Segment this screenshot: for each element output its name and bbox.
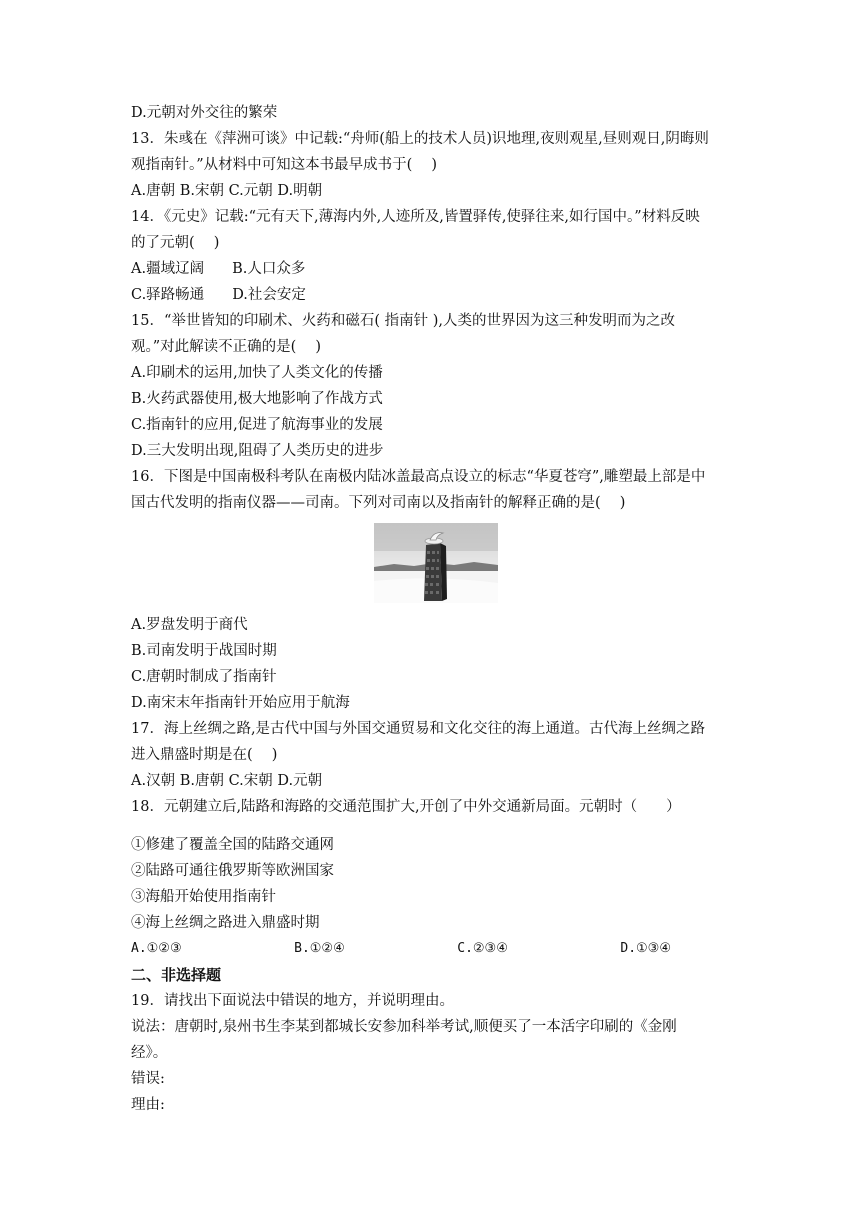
q18-options [131,939,671,959]
q15-option-a: A.印刷术的运用,加快了人类文化的传播 [131,365,383,381]
q19-stem: 19．请找出下面说法中错误的地方，并说明理由。 [131,993,454,1009]
q16-figure [131,523,741,603]
q18-stem: 18．元朝建立后,陆路和海路的交通范围扩大,开创了中外交通新局面。元朝时（ ） [131,799,681,815]
huaxia-cangqiong-photo [374,523,498,603]
q18-item-1: ①修建了覆盖全国的陆路交通网 [131,837,334,853]
q15-stem-line1: 15．“举世皆知的印刷术、火药和磁石( 指南针 ),人类的世界因为这三种发明而为之改 [131,313,676,329]
q15-option-b: B.火药武器使用,极大地影响了作战方式 [131,391,383,407]
q12-option-d: D.元朝对外交往的繁荣 [131,105,278,121]
q19-statement-line2: 经》。 [131,1045,168,1061]
q18-item-2: ②陆路可通往俄罗斯等欧洲国家 [131,863,334,879]
q19-error-label: 错误: [131,1071,165,1087]
q15-option-c: C.指南针的应用,促进了航海事业的发展 [131,417,383,433]
q16-option-d: D.南宋末年指南针开始应用于航海 [131,695,350,711]
section-title-non-choice: 二、非选择题 [131,966,222,984]
q14-option-c: C.驿路畅通 [131,287,205,303]
q14-option-b: B.人口众多 [232,261,306,277]
q18-option-d: D.①③④ [620,941,671,956]
q17-options: A.汉朝 B.唐朝 C.宋朝 D.元朝 [131,773,323,789]
q15-stem-line2: 观。”对此解读不正确的是( ) [131,339,322,355]
q15-option-d: D.三大发明出现,阻碍了人类历史的进步 [131,443,384,459]
q17-stem-line2: 进入鼎盛时期是在( ) [131,747,278,763]
q13-stem-line2: 观指南针。”从材料中可知这本书最早成书于( ) [131,157,438,173]
q16-stem-line2: 国古代发明的指南仪器——司南。下列对司南以及指南针的解释正确的是( ) [131,495,626,511]
q16-stem-line1: 16．下图是中国南极科考队在南极内陆冰盖最高点设立的标志“华夏苍穹”,雕塑最上部是中 [131,469,706,485]
q14-stem-line2: 的了元朝( ) [131,235,220,251]
q18-option-c: C.②③④ [457,941,508,956]
document-content [131,103,741,1121]
q16-option-c: C.唐朝时制成了指南针 [131,669,277,685]
q13-options: A.唐朝 B.宋朝 C.元朝 D.明朝 [131,183,323,199]
q14-options-row2 [131,285,741,305]
q19-statement-line1: 说法：唐朝时,泉州书生李某到都城长安参加科举考试,顺便买了一本活字印刷的《金刚 [131,1019,677,1035]
q18-option-b: B.①②④ [294,941,345,956]
q16-option-a: A.罗盘发明于商代 [131,617,248,633]
q14-option-a: A.疆域辽阔 [131,261,205,277]
q18-option-a: A.①②③ [131,941,182,956]
q17-stem-line1: 17．海上丝绸之路,是古代中国与外国交通贸易和文化交往的海上通道。古代海上丝绸之路 [131,721,706,737]
q18-item-4: ④海上丝绸之路进入鼎盛时期 [131,915,320,931]
sculpture-illustration [374,523,498,603]
q14-option-d: D.社会安定 [232,287,306,303]
q14-options-row1 [131,259,741,279]
q16-option-b: B.司南发明于战国时期 [131,643,277,659]
q19-reason-label: 理由: [131,1097,165,1113]
q18-item-3: ③海船开始使用指南针 [131,889,276,905]
q14-stem-line1: 14．《元史》记载:“元有天下,薄海内外,人迹所及,皆置驿传,使驿往来,如行国中。”材料反映 [131,209,700,225]
q13-stem-line1: 13．朱彧在《萍洲可谈》中记载:“舟师(船上的技术人员)识地理,夜则观星,昼则观日,阴晦则 [131,131,709,147]
